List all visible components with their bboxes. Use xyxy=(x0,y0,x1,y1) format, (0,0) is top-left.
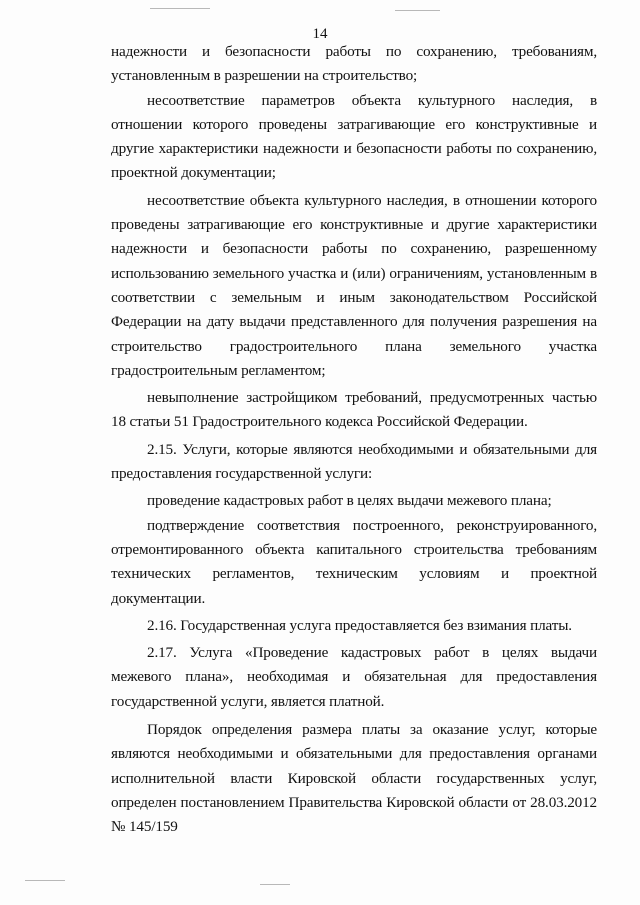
paragraph-10: Порядок определения размера платы за оказание услуг, которые являются необходимыми и обязательными для предоставления органами исполнительной власти Кировской области государственных услуг, определен постановлением Правительства Кировской области от 28.03.2012 № 145/159 xyxy=(111,721,597,836)
paragraph-4: невыполнение застройщиком требований, предусмотренных частью 18 статьи 51 Градостроительного кодекса Российской Федерации. xyxy=(111,389,597,431)
paragraph-1: надежности и безопасности работы по сохранению, требованиям, установленным в разрешении на строительство; xyxy=(111,43,597,85)
paragraph-6: проведение кадастровых работ в целях выдачи межевого плана; xyxy=(147,492,552,510)
paragraph-8: 2.16. Государственная услуга предоставляется без взимания платы. xyxy=(147,616,572,634)
paragraph-3: несоответствие объекта культурного наследия, в отношении которого проведены затрагивающие его конструктивные и другие характеристики надежности и безопасности работы по сохранению, разрешенному использованию земельного участка и (или) ограничениям, установленным в соответствии с земельным и иным законодательством Российской Федерации на дату выдачи представленного для получения разрешения на строительство градостроительного плана земельного участка градостроительным регламентом; xyxy=(111,191,597,379)
paragraph-2: несоответствие параметров объекта культурного наследия, в отношении которого проведены затрагивающие его конструктивные и другие характеристики надежности и безопасности работы по сохранению, проектной документации; xyxy=(111,91,597,182)
paragraph-7: подтверждение соответствия построенного, реконструированного, отремонтированного объекта капитального строительства требованиям технических регламентов, техническим условиям и проектной документации. xyxy=(111,516,597,607)
paragraph-5: 2.15. Услуги, которые являются необходимыми и обязательными для предоставления государственной услуги: xyxy=(111,440,597,483)
page-number: 14 xyxy=(312,26,328,42)
document-body xyxy=(111,40,597,840)
paragraph-9: 2.17. Услуга «Проведение кадастровых работ в целях выдачи межевого плана», необходимая и обязательная для предоставления государственной услуги, является платной. xyxy=(111,644,597,710)
